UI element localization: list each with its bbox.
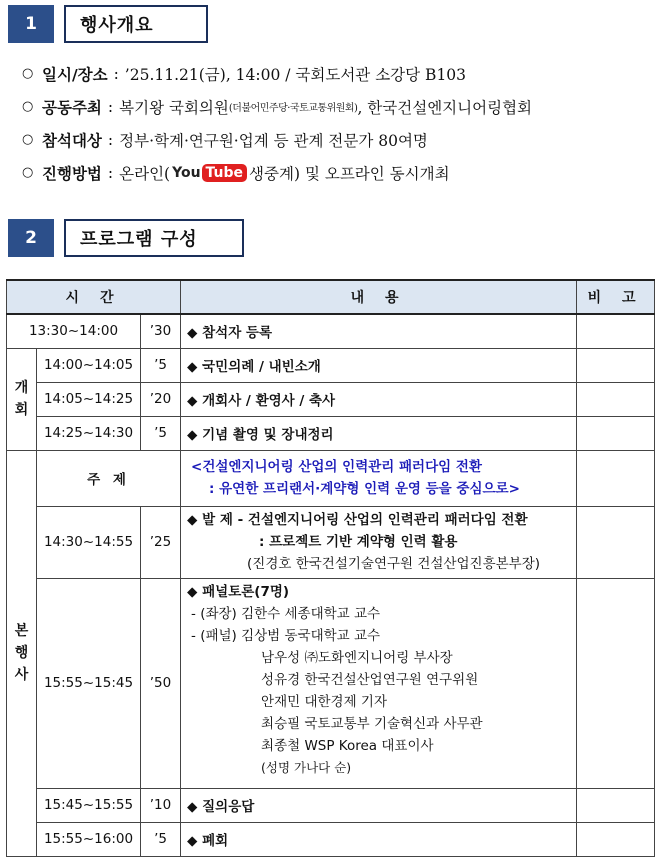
bullet-circle: ○	[22, 99, 34, 114]
time-cell: 15:55~15:45	[37, 578, 141, 788]
duration-cell: ’30	[141, 314, 181, 348]
content-cell: ◆ 폐회	[181, 822, 577, 856]
table-header-row	[7, 280, 655, 314]
duration-cell: ’10	[141, 788, 181, 822]
program-table	[6, 279, 655, 857]
duration-cell: ’25	[141, 506, 181, 578]
group-main-text: 본 행 사	[14, 623, 29, 683]
duration-cell: ’5	[141, 348, 181, 382]
presentation-presenter: (진경호 한국건설기술연구원 건설산업진흥본부장)	[247, 556, 541, 572]
bullet-circle: ○	[22, 165, 34, 180]
overview-label: 진행방법	[42, 164, 102, 183]
content-cell	[181, 506, 577, 578]
group-label-main	[7, 450, 37, 856]
table-row	[7, 788, 655, 822]
panel-member: 남우성 ㈜도화엔지니어링 부사장	[261, 649, 453, 666]
time-cell: 14:00~14:05	[37, 348, 141, 382]
header-content: 내 용	[181, 280, 577, 314]
panel-order-note: (성명 가나다 순)	[261, 759, 352, 775]
content-cell	[181, 578, 577, 788]
note-cell	[577, 348, 655, 382]
overview-value: ’25.11.21(금), 14:00 / 국회도서관 소강당 B103	[124, 65, 467, 84]
duration-cell: ’50	[141, 578, 181, 788]
panel-member: 안재민 대한경제 기자	[261, 693, 387, 710]
header-time: 시 간	[7, 280, 181, 314]
presentation-line-2: : 프로젝트 기반 계약형 인력 활용	[259, 534, 458, 550]
note-cell	[577, 506, 655, 578]
group-open-text: 개 회	[14, 380, 29, 418]
time-cell: 14:25~14:30	[37, 416, 141, 450]
bullet-circle: ○	[22, 66, 34, 81]
overview-value-small: (더불어민주당·국토교통위원회)	[228, 103, 358, 114]
table-row	[7, 348, 655, 382]
group-label-open	[7, 348, 37, 450]
colon: :	[107, 130, 114, 149]
panel-member: 최승필 국토교통부 기술혁신과 사무관	[261, 715, 483, 732]
presentation-line-1: ◆ 발 제 - 건설엔지니어링 산업의 인력관리 패러다임 전환	[187, 512, 528, 528]
duration-cell: ’20	[141, 382, 181, 416]
youtube-logo-icon	[172, 164, 247, 182]
panel-first: - (패널) 김상범 동국대학교 교수	[191, 627, 381, 644]
overview-value: 복기왕 국회의원	[119, 98, 229, 117]
content-cell: ◆ 개회사 / 환영사 / 축사	[181, 382, 577, 416]
time-cell: 14:30~14:55	[37, 506, 141, 578]
time-cell: 15:55~16:00	[37, 822, 141, 856]
time-cell: 15:45~15:55	[37, 788, 141, 822]
theme-label: 주 제	[37, 450, 181, 506]
overview-label: 공동주최	[42, 98, 102, 117]
youtube-logo-tube: Tube	[202, 164, 248, 182]
youtube-logo-you: You	[172, 164, 201, 181]
note-cell	[577, 314, 655, 348]
overview-value: 정부·학계·연구원·업계 등 관계 전문가 80여명	[119, 131, 428, 150]
table-row	[7, 314, 655, 348]
overview-row-attendees	[22, 123, 654, 156]
overview-row-method	[22, 156, 654, 189]
overview-value: , 한국건설엔지니어링협회	[357, 98, 533, 117]
table-row-theme	[7, 450, 655, 506]
table-row	[7, 382, 655, 416]
note-cell	[577, 450, 655, 506]
panel-member: 최종철 WSP Korea 대표이사	[261, 737, 434, 754]
time-cell: 13:30~14:00	[7, 314, 141, 348]
panel-title: ◆ 패널토론(7명)	[187, 583, 290, 600]
theme-content	[181, 450, 577, 506]
note-cell	[577, 578, 655, 788]
panel-member: 성유경 한국건설산업연구원 연구위원	[261, 671, 479, 688]
overview-value: 온라인(	[119, 164, 171, 183]
content-cell: ◆ 질의응답	[181, 788, 577, 822]
content-cell: ◆ 기념 촬영 및 장내정리	[181, 416, 577, 450]
overview-label: 일시/장소	[42, 65, 108, 84]
overview-row-hosts	[22, 90, 654, 123]
colon: :	[107, 97, 114, 116]
bullet-circle: ○	[22, 132, 34, 147]
table-row	[7, 416, 655, 450]
content-cell: ◆ 참석자 등록	[181, 314, 577, 348]
table-row-presentation	[7, 506, 655, 578]
panel-chair: - (좌장) 김한수 세종대학교 교수	[191, 605, 381, 622]
note-cell	[577, 788, 655, 822]
content-cell: ◆ 국민의례 / 내빈소개	[181, 348, 577, 382]
header-note: 비 고	[577, 280, 655, 314]
overview-label: 참석대상	[42, 131, 102, 150]
overview-value: 생중계) 및 오프라인 동시개최	[249, 164, 450, 183]
theme-line-2: : 유연한 프리랜서·계약형 인력 운영 등을 중심으로>	[209, 481, 520, 497]
section-1-number: 1	[8, 5, 54, 43]
note-cell	[577, 416, 655, 450]
note-cell	[577, 822, 655, 856]
overview-row-datetime	[22, 57, 654, 90]
duration-cell: ’5	[141, 822, 181, 856]
table-row	[7, 822, 655, 856]
section-2-number: 2	[8, 219, 54, 257]
table-row-panel	[7, 578, 655, 788]
section-1-title: 행사개요	[64, 5, 208, 43]
time-cell: 14:05~14:25	[37, 382, 141, 416]
theme-line-1: <건설엔지니어링 산업의 인력관리 패러다임 전환	[191, 459, 482, 475]
note-cell	[577, 382, 655, 416]
overview-list	[22, 57, 654, 189]
colon: :	[113, 64, 119, 83]
colon: :	[107, 163, 114, 182]
section-2-title: 프로그램 구성	[64, 219, 244, 257]
duration-cell: ’5	[141, 416, 181, 450]
